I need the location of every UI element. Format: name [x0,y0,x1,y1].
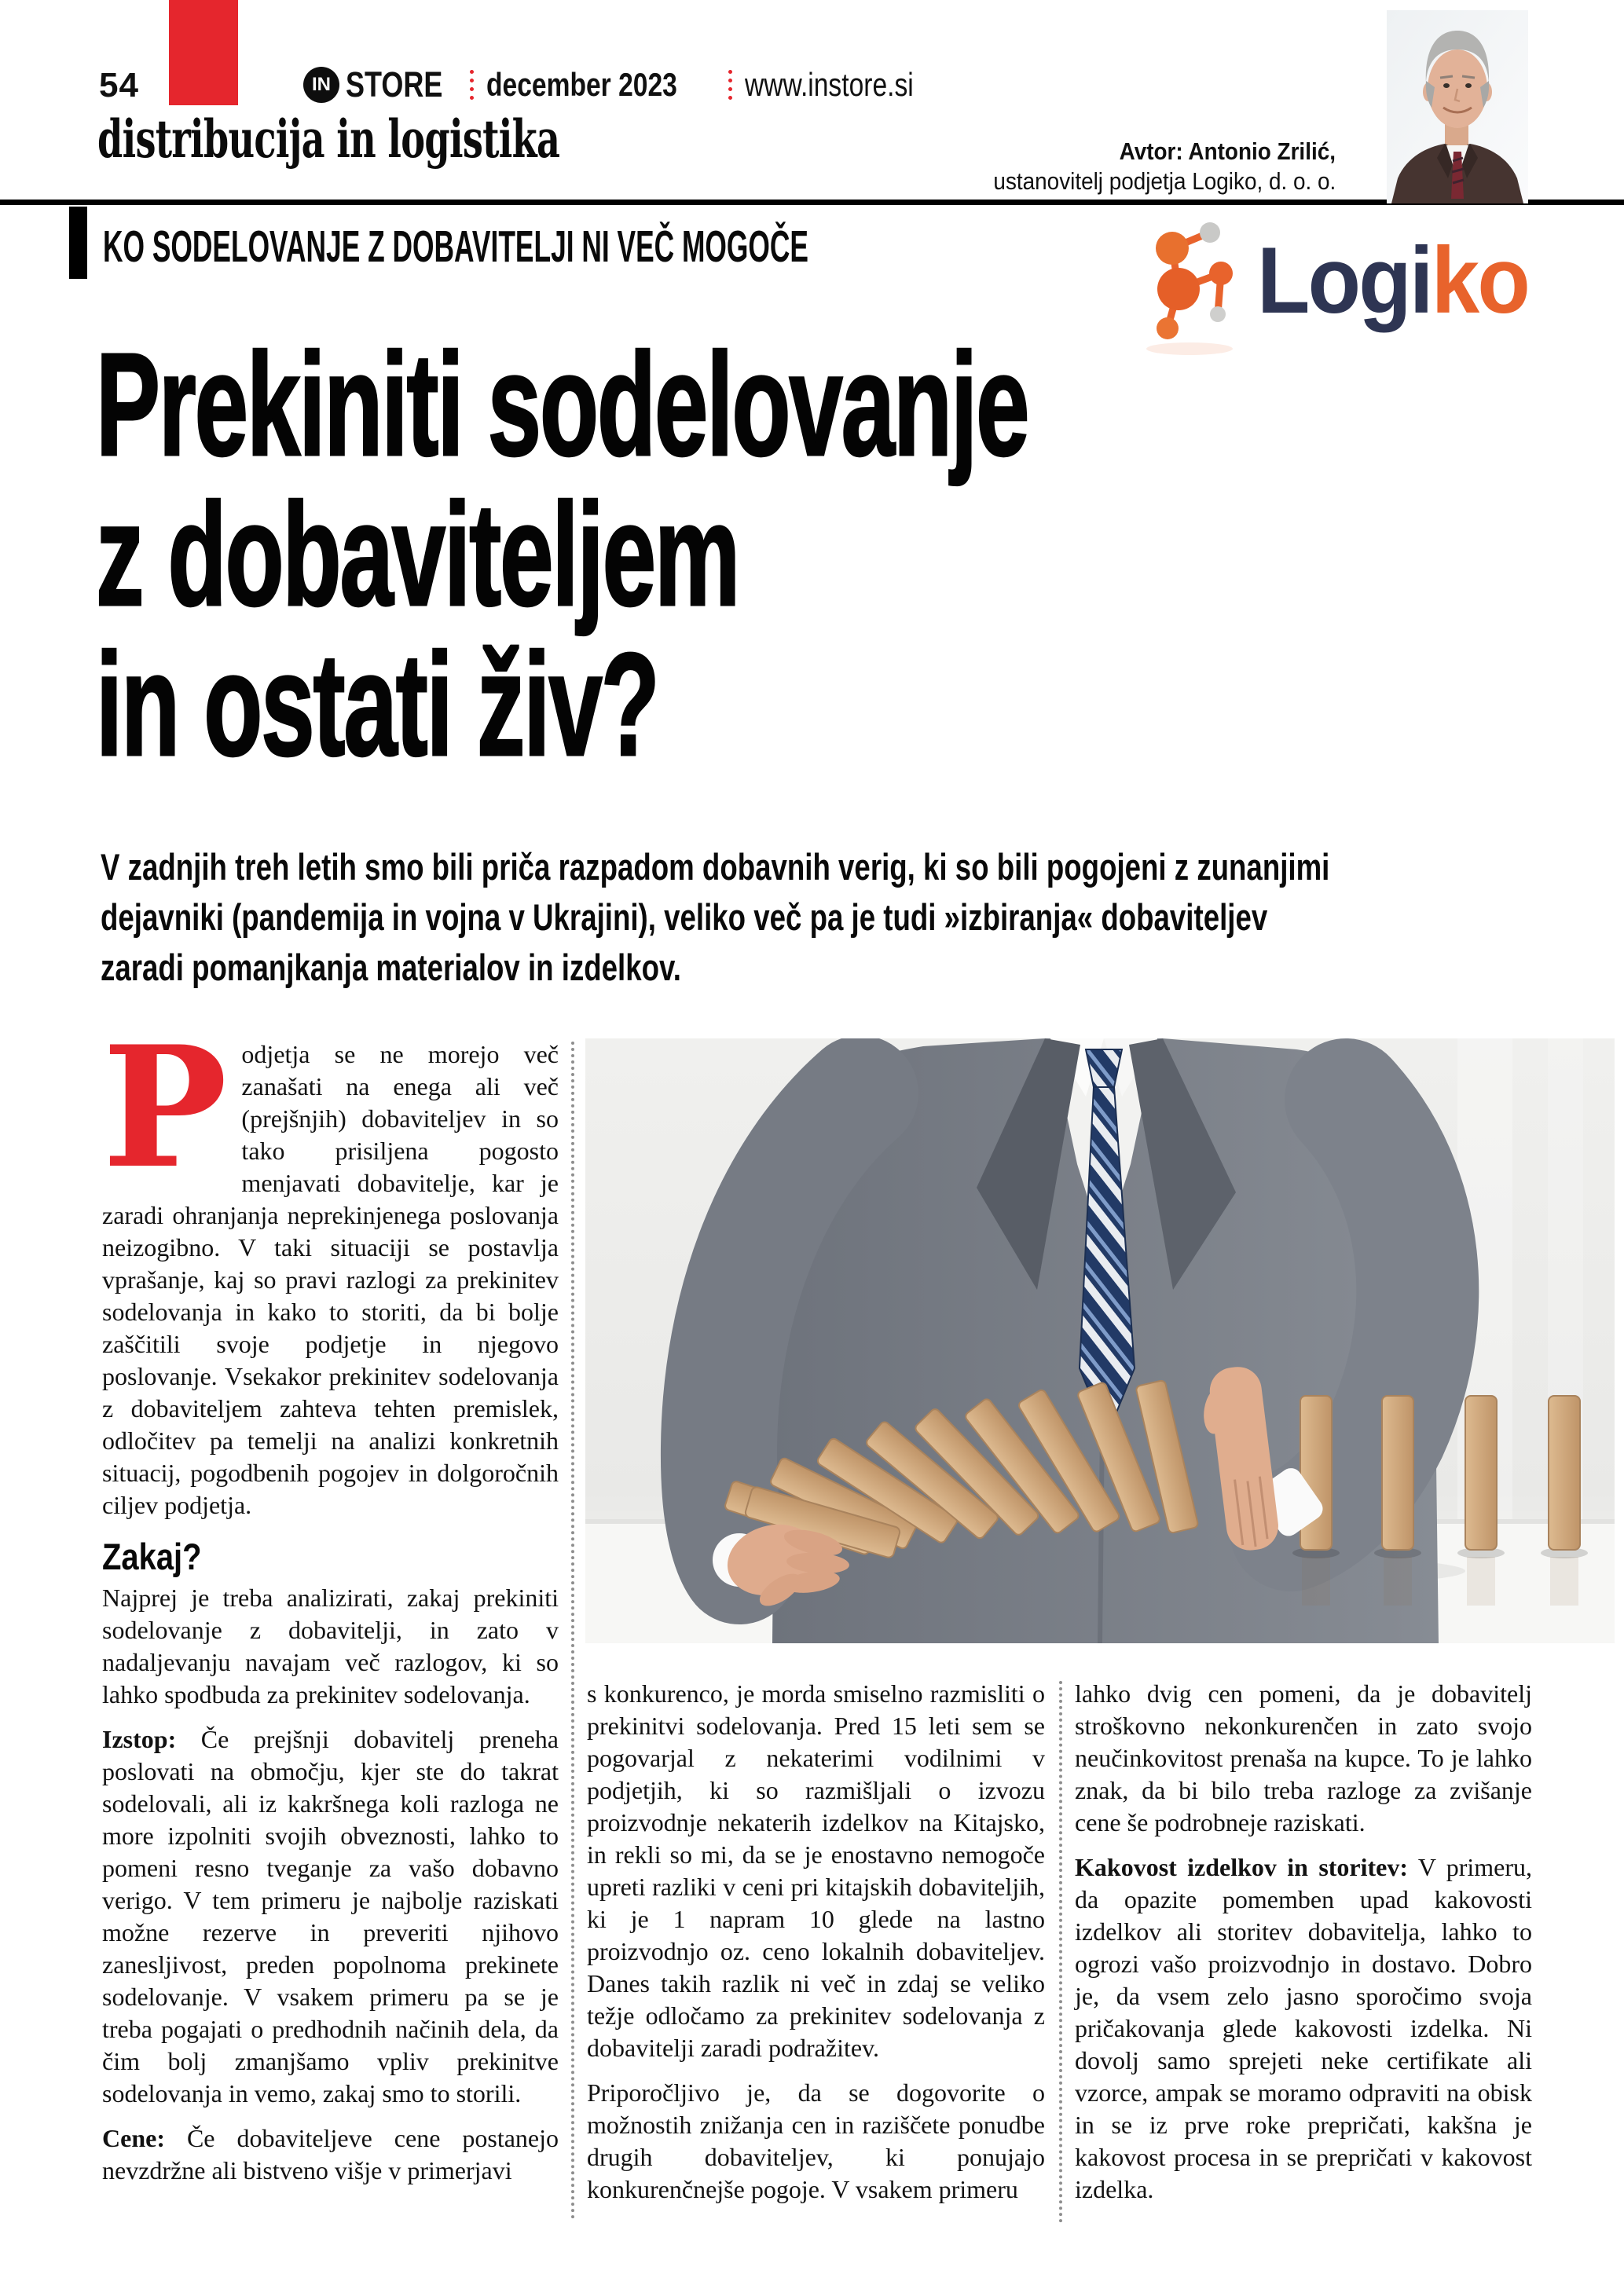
logo-text-orange: ko [1431,228,1537,333]
paragraph: Najprej je treba analizirati, zakaj prekiniti sodelovanje z dobavitelji, in zato v nadaljevanju navajam več razlogov, ki so lahko spodbuda za prekinitev sodelovanja. [102,1584,559,1708]
paragraph-cene [102,2122,559,2187]
paragraph-kakovost [1075,1851,1532,2206]
article-column-3 [1075,1678,1532,2206]
author-name: Avtor: Antonio Zrilić, [1119,137,1336,165]
lead-paragraph [101,842,1624,993]
author-photo [1387,10,1528,203]
magazine-brand [303,64,955,105]
red-accent-bar [169,0,238,105]
headline-line: z dobaviteljem [96,474,739,636]
paragraph-leadin: Kakovost izdelkov in storitev: [1075,1853,1409,1881]
paragraph-text: V primeru, da opazite pomemben upad kakovosti izdelkov ali storitev dobavitelja, lahko to ogrozi vašo proizvodnjo in dostavo. Dobro je, da vsem zelo jasno sporočimo svoja pričakovanja glede kakovosti izdelka. Ni dovolj samo sprejeti neke certifikate ali vzorce, ampak se moramo odpraviti na obisk in se iz prve roke prepričati, kakšna je kakovost procesa in se prepričati v kakovost izdelka. [1075,1853,1533,2203]
article-column-1 [102,1009,559,2187]
brand-name: STORE [346,64,443,104]
paragraph-leadin: Cene: [102,2124,165,2152]
article-column-2 [587,1678,1045,2206]
instore-badge-icon [303,67,339,103]
businessman-stopping-falling-dominoes-photo [585,1038,1615,1643]
author-portrait-photo [1387,10,1528,203]
column-divider [1059,1681,1062,2223]
author-role: ustanovitelj podjetja Logiko, d. o. o. [993,167,1336,195]
subheading-zakaj: Zakaj? [102,1536,202,1577]
paragraph-text: odjetja se ne morejo več zanašati na enega ali več (prejšnjih) dobaviteljev in so tako prisiljena pogosto menjavati dobavitelje, kar je zaradi ohranjanja neprekinjenega poslovanja neizogibno. V taki situaciji se postavlja vprašanje, kaj so pravi razlogi za prekinitev sodelovanja in kako to storiti, da bi bolje zaščitili svoje podjetje in njegovo poslovanje. Vsekakor prekinitev sodelovanja z dobaviteljem zahteva tehten premislek, odločitev pa temelji na analizi konkretnih situacij, pogodbenih pogojev in dolgoročnih ciljev podjetja. [102,1040,559,1519]
column-divider [571,1042,574,2220]
paragraph-text: Če prejšnji dobavitelj preneha poslovati na območju, kjer ste do takrat sodelovali, ali iz kakršnega koli razloga ne more izpolniti svojih obveznosti, lahko to pomeni resno tveganje za vašo dobavno verigo. V tem primeru je najbolje raziskati možne rezerve in preveriti njihovo zanesljivost, preden popolnoma prekinete sodelovanje. V vsakem primeru pa se je treba pogajati o predhodnih načinih dela, da čim bolj zmanjšamo vpliv prekinitve sodelovanja in vemo, zakaj smo to storili. [102,1725,559,2107]
lead-line: V zadnjih treh letih smo bili priča razpadom dobavnih verig, ki so bili pogojeni z zunanjimi [101,846,1330,888]
author-block [955,137,1336,196]
headline-line: Prekiniti sodelovanje [96,324,1028,486]
page-number: 54 [99,66,139,104]
paragraph-leadin: Izstop: [102,1725,177,1753]
article-photo [585,1038,1615,1643]
instore-badge-label: IN [312,74,331,95]
headline-line: in ostati živ? [96,624,658,786]
paragraph-izstop [102,1723,559,2110]
kicker-bar [69,207,87,279]
issue-date: december 2023 [486,66,678,103]
article-headline [96,324,1509,786]
website-url: www.instore.si [744,66,914,103]
kicker: KO SODELOVANJE Z DOBAVITELJI NI VEČ MOGOČE [103,222,809,272]
red-dotted-divider-icon [470,70,474,100]
paragraph: s konkurenco, je morda smiselno razmisliti o prekinitvi sodelovanja. Pred 15 leti sem se pogovarjal z nekaterimi vodilnimi v podjetjih, ki so razmišljali o izvozu proizvodnje nekaterih izdelkov na Kitajsko, in rekli so mi, da se je enostavno nemogoče upreti razliki v ceni pri kitajskih dobaviteljih, ki je 1 napram 10 glede na lastno proizvodnjo oz. ceno lokalnih dobaviteljev. Danes takih razlik ni več in zdaj se veliko težje odločamo za prekinitev sodelovanja z dobavitelji zaradi podražitev. [587,1679,1045,2062]
paragraph: lahko dvig cen pomeni, da je dobavitelj stroškovno nekonkurenčen in zato svojo neučinkovitost prenaša na kupce. To je lahko znak, da bi bilo treba razloge za zvišanje cene še podrobneje raziskati. [1075,1679,1532,1836]
logiko-wordmark [1257,228,1537,333]
paragraph-text: Če dobaviteljeve cene postanejo nevzdržne ali bistveno višje v primerjavi [102,2124,559,2184]
drop-cap: P [102,1009,228,1205]
lead-line: zaradi pomanjkanja materialov in izdelkov. [101,947,681,988]
section-title: distribucija in logistika [97,108,560,170]
paragraph: Priporočljivo je, da se dogovorite o možnostih znižanja cen in raziščete ponudbe drugih dobaviteljev, ki ponujajo konkurenčnejše pogoje. V vsakem primeru [587,2078,1045,2203]
paragraph-intro [102,1009,559,1522]
red-dotted-divider-icon [728,70,732,100]
lead-line: dejavniki (pandemija in vojna v Ukrajini), veliko več pa je tudi »izbiranja« dobaviteljev [101,896,1268,938]
logo-text-navy: Logi [1257,228,1447,333]
